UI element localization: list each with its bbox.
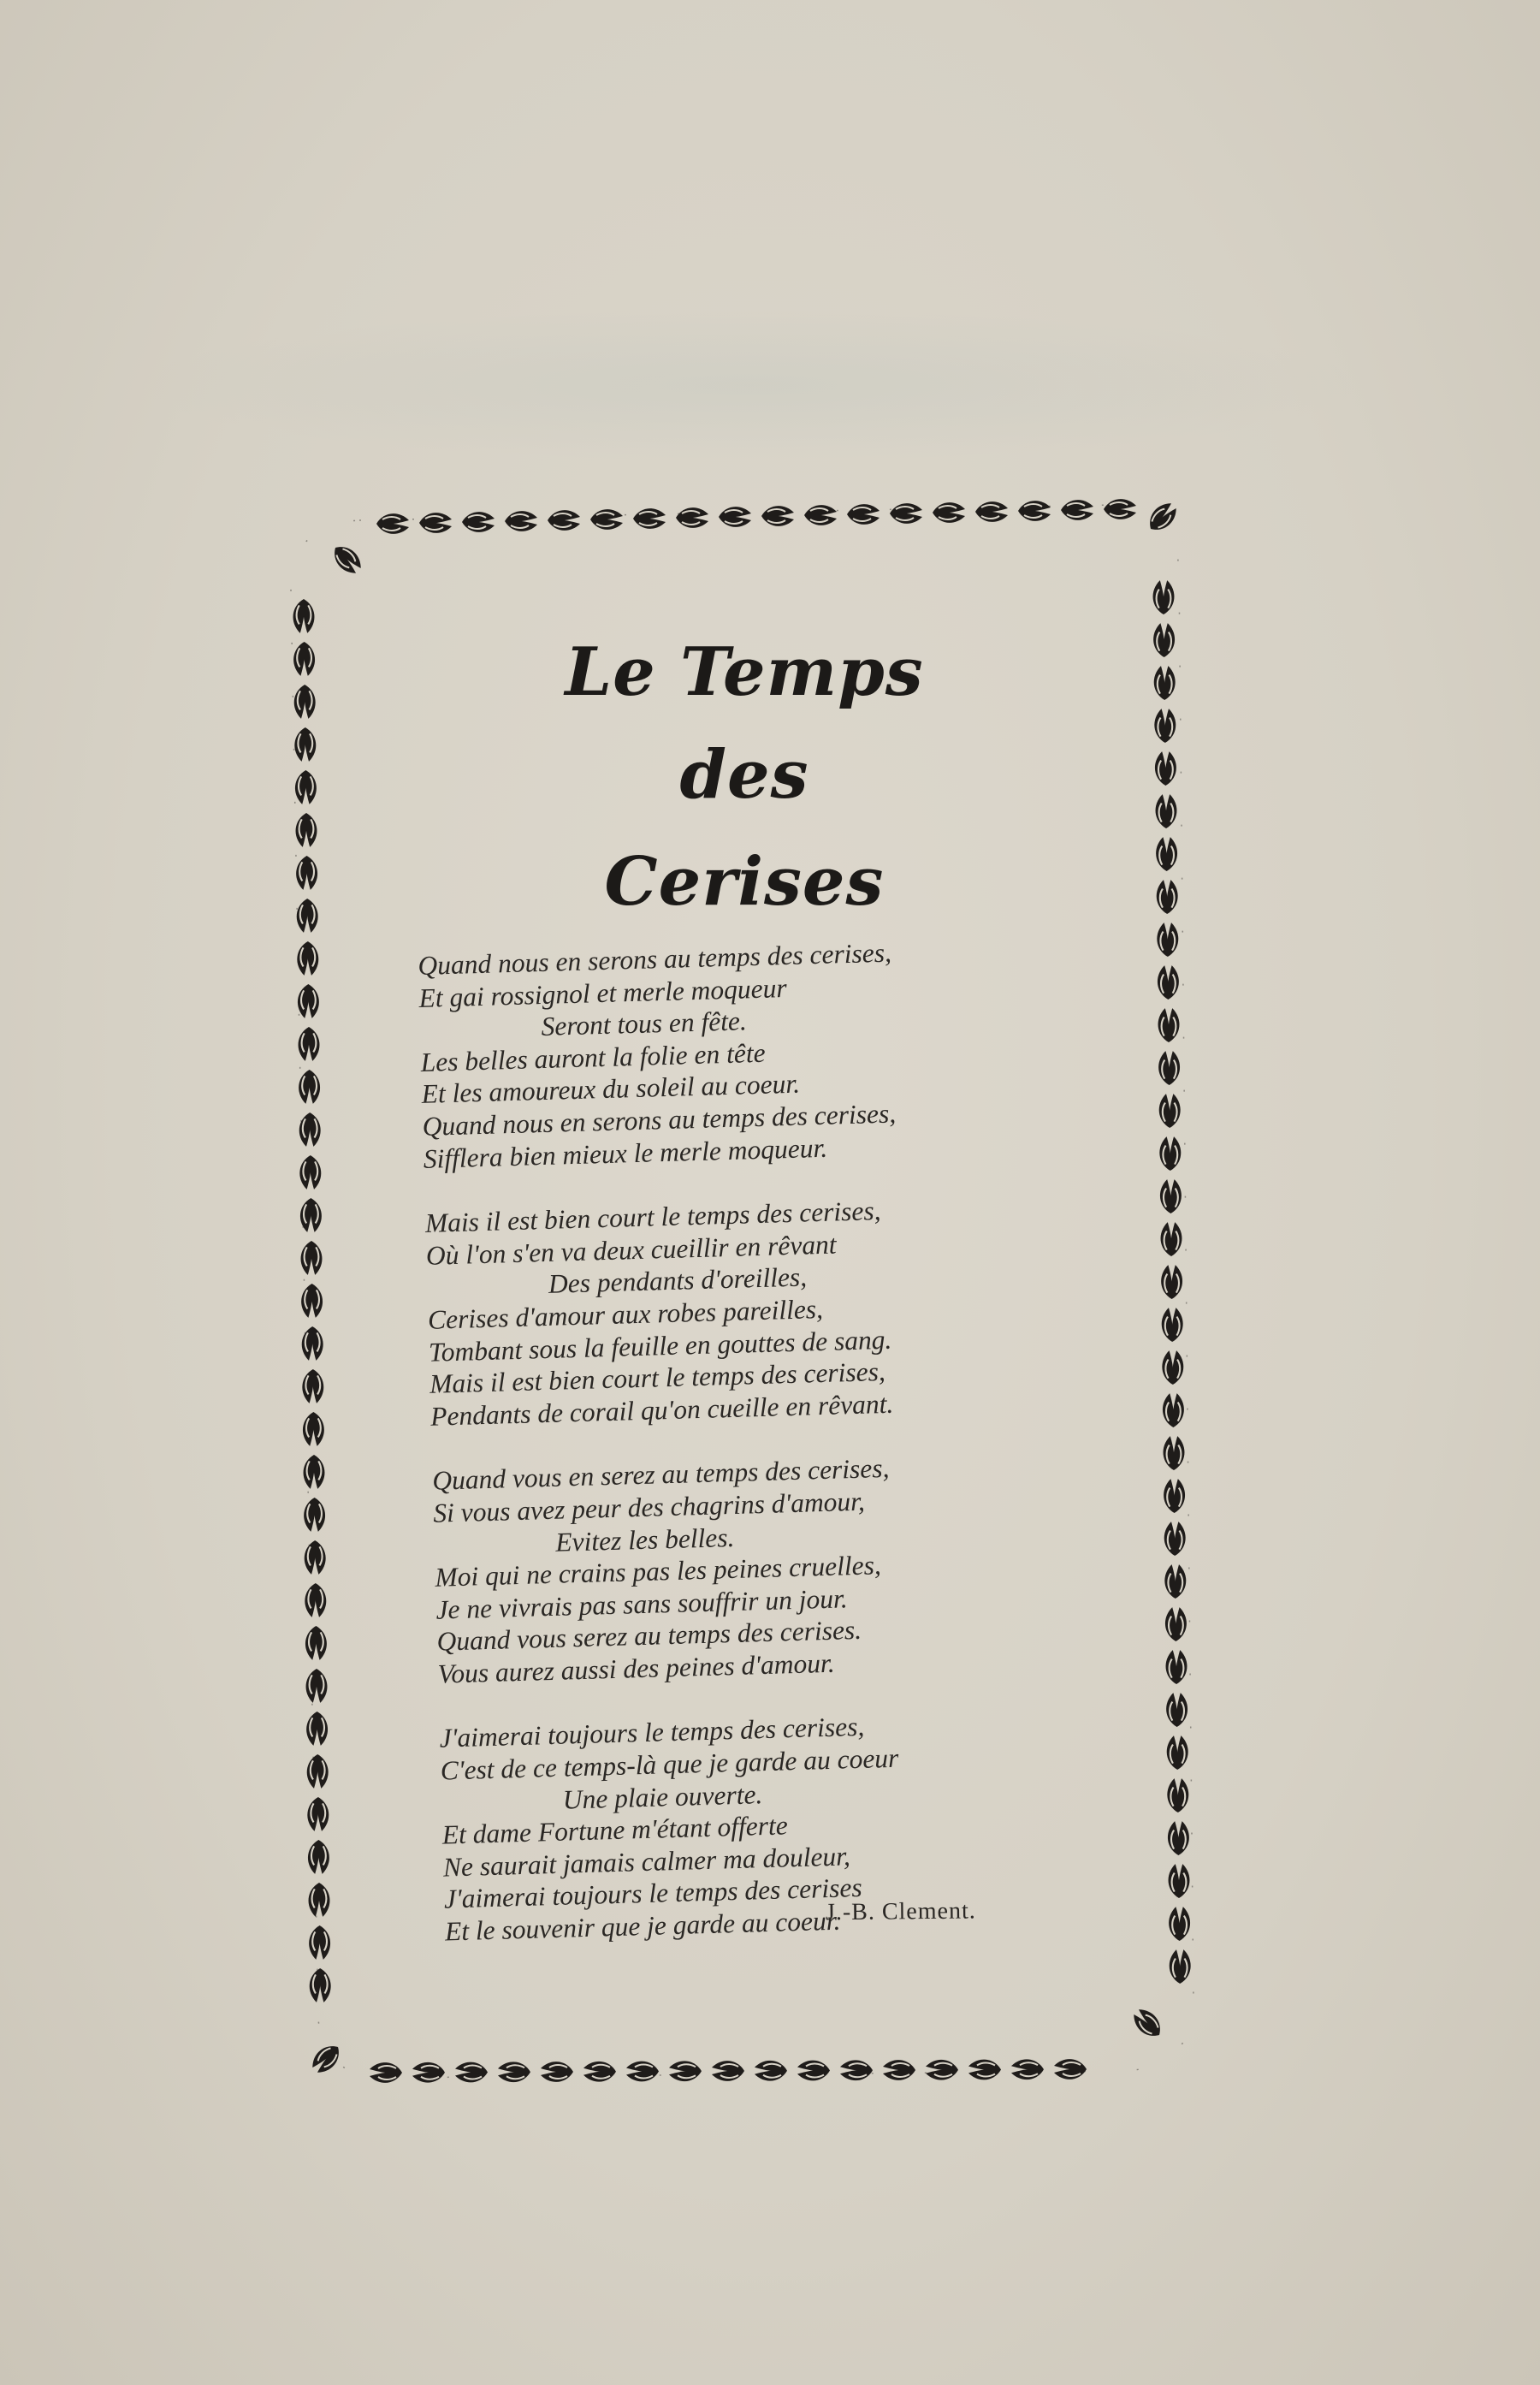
laurel-leaf-pair xyxy=(306,1669,328,1703)
laurel-leaf-pair xyxy=(933,502,965,523)
laurel-leaf-pair xyxy=(1167,1778,1188,1812)
laurel-leaf-pair xyxy=(1156,837,1177,871)
laurel-leaf-pair xyxy=(305,1583,326,1617)
laurel-leaf-pair xyxy=(633,508,666,529)
laurel-leaf-pair xyxy=(306,1712,328,1746)
laurel-leaf-pair xyxy=(975,501,1008,522)
laurel-leaf-pair xyxy=(1162,1308,1183,1342)
poem-line: Quand nous en serons au temps des cerises, xyxy=(422,1098,897,1142)
laurel-leaf-pair xyxy=(890,503,922,524)
poem-line: Une plaie ouverte. xyxy=(562,1778,763,1815)
laurel-leaf-pair xyxy=(295,770,317,804)
laurel-leaf-pair xyxy=(302,1369,323,1403)
poem-line: Evitez les belles. xyxy=(554,1522,735,1557)
laurel-leaf-pair xyxy=(1129,2005,1167,2043)
laurel-leaf-pair xyxy=(462,512,495,532)
laurel-leaf-pair xyxy=(1164,1479,1185,1513)
laurel-leaf-pair xyxy=(304,1455,325,1489)
poem-stanza xyxy=(424,1190,1081,1433)
laurel-leaf-pair xyxy=(305,1626,327,1660)
laurel-leaf-pair xyxy=(712,2061,744,2081)
laurel-leaf-pair xyxy=(498,2062,530,2082)
laurel-leaf-pair xyxy=(1169,1907,1190,1941)
poem-line: Mais il est bien court le temps des cerises, xyxy=(424,1195,881,1239)
laurel-leaf-pair xyxy=(293,642,315,676)
laurel-leaf-pair xyxy=(1011,2059,1044,2079)
laurel-leaf-pair xyxy=(296,856,317,890)
laurel-leaf-pair xyxy=(1061,500,1093,520)
laurel-leaf-pair xyxy=(755,2061,787,2081)
laurel-leaf-pair xyxy=(1104,499,1136,519)
laurel-leaf-pair xyxy=(1161,1265,1182,1299)
laurel-leaf-pair xyxy=(1167,1735,1188,1770)
poem-line: Pendants de corail qu'on cueille en rêvant. xyxy=(429,1388,894,1432)
laurel-leaf-pair xyxy=(1165,1607,1187,1641)
laurel-leaf-pair xyxy=(1162,1350,1183,1385)
laurel-leaf-pair xyxy=(299,1112,321,1147)
laurel-leaf-pair xyxy=(412,2062,445,2083)
laurel-leaf-pair xyxy=(1153,580,1175,614)
poem-line: Si vous avez peur des chagrins d'amour, xyxy=(432,1486,866,1528)
laurel-leaf-pair xyxy=(305,1540,326,1575)
laurel-leaf-pair xyxy=(847,504,880,525)
laurel-leaf-pair xyxy=(294,685,316,719)
poem-line: Et dame Fortune m'étant offerte xyxy=(441,1810,789,1850)
laurel-leaf-pair xyxy=(761,506,794,526)
laurel-leaf-pair xyxy=(804,505,837,525)
poem-line: Et gai rossignol et merle moqueur xyxy=(418,972,788,1013)
laurel-leaf-pair xyxy=(1168,1821,1189,1855)
laurel-leaf-pair xyxy=(296,813,317,847)
laurel-leaf-pair xyxy=(307,1754,329,1789)
poem-stanza xyxy=(418,932,1074,1175)
poem-line: Des pendants d'oreilles, xyxy=(548,1261,808,1300)
laurel-leaf-pair xyxy=(309,1925,330,1960)
laurel-leaf-pair xyxy=(1160,1179,1182,1213)
laurel-leaf-pair xyxy=(797,2061,830,2081)
laurel-leaf-pair xyxy=(298,984,319,1018)
laurel-leaf-pair xyxy=(301,1241,323,1275)
laurel-leaf-pair xyxy=(1159,1136,1181,1171)
laurel-leaf-pair xyxy=(505,511,537,531)
laurel-leaf-pair xyxy=(310,1968,331,2002)
laurel-leaf-pair xyxy=(1163,1393,1184,1427)
laurel-leaf-pair xyxy=(329,541,366,578)
laurel-leaf-pair xyxy=(307,1797,329,1831)
laurel-leaf-pair xyxy=(1164,1522,1186,1556)
laurel-leaf-pair xyxy=(1164,1564,1186,1599)
author-signature: J.-B. Clement. xyxy=(825,1897,976,1926)
poem-line: Mais il est bien court le temps des cerises, xyxy=(429,1356,886,1399)
laurel-leaf-pair xyxy=(1154,709,1176,743)
laurel-leaf-pair xyxy=(376,513,409,534)
title-line-3: Cerises xyxy=(604,843,885,921)
laurel-leaf-pair xyxy=(1166,1693,1188,1727)
poem-line: Cerises d'amour aux robes pareilles, xyxy=(427,1293,824,1335)
laurel-leaf-pair xyxy=(299,1070,320,1104)
poem-line: Je ne vivrais pas sans souffrir un jour. xyxy=(435,1582,849,1625)
laurel-leaf-pair xyxy=(676,507,708,528)
laurel-leaf-pair xyxy=(297,899,318,933)
laurel-leaf-pair xyxy=(309,1883,330,1917)
laurel-leaf-pair xyxy=(1161,1222,1182,1256)
laurel-leaf-pair xyxy=(1158,1051,1180,1085)
poem-line: C'est de ce temps-là que je garde au coeur xyxy=(440,1742,899,1786)
laurel-leaf-pair xyxy=(1158,1008,1180,1042)
laurel-leaf-pair xyxy=(968,2060,1001,2080)
laurel-leaf-pair xyxy=(1154,666,1176,700)
laurel-leaf-pair xyxy=(1144,499,1182,537)
laurel-leaf-pair xyxy=(370,2062,402,2083)
laurel-leaf-pair xyxy=(1164,1436,1185,1470)
poem-line: Les belles auront la folie en tête xyxy=(420,1037,767,1077)
laurel-leaf-pair xyxy=(302,1326,323,1361)
laurel-leaf-pair xyxy=(1054,2059,1087,2079)
poem-line: Moi qui ne crains pas les peines cruelles, xyxy=(434,1550,882,1593)
laurel-leaf-pair xyxy=(669,2061,702,2081)
laurel-leaf-pair xyxy=(583,2062,616,2082)
laurel-leaf-pair xyxy=(590,509,623,530)
laurel-leaf-pair xyxy=(1170,1949,1191,1984)
title-line-2: des xyxy=(679,736,809,814)
title-line-1: Le Temps xyxy=(565,633,924,711)
laurel-leaf-pair xyxy=(1158,965,1179,1000)
poem-line: Ne saurait jamais calmer ma douleur, xyxy=(442,1841,851,1883)
laurel-leaf-pair xyxy=(308,2040,346,2078)
laurel-leaf-pair xyxy=(297,941,318,976)
laurel-leaf-pair xyxy=(304,1498,325,1532)
poem-line: Et le souvenir que je garde au coeur. xyxy=(444,1905,841,1947)
laurel-leaf-pair xyxy=(293,599,315,633)
laurel-leaf-pair xyxy=(299,1155,321,1190)
poem-line: Où l'on s'en va deux cueillir en rêvant xyxy=(425,1229,837,1271)
poem-line: Quand vous en serez au temps des cerises, xyxy=(431,1453,890,1497)
laurel-leaf-pair xyxy=(548,510,580,531)
poem-body xyxy=(418,932,1096,1980)
laurel-leaf-pair xyxy=(308,1840,329,1874)
poem-line: Seront tous en fête. xyxy=(541,1006,748,1042)
laurel-leaf-pair xyxy=(294,727,316,762)
laurel-leaf-pair xyxy=(626,2062,659,2082)
laurel-leaf-pair xyxy=(1153,623,1175,657)
laurel-leaf-pair xyxy=(840,2060,873,2080)
laurel-leaf-pair xyxy=(926,2060,958,2080)
poem-line: Quand vous serez au temps des cerises. xyxy=(436,1615,862,1657)
laurel-leaf-pair xyxy=(1156,794,1177,828)
laurel-leaf-pair xyxy=(541,2062,573,2082)
laurel-leaf-pair xyxy=(1157,880,1178,914)
laurel-leaf-pair xyxy=(1155,751,1176,786)
laurel-leaf-pair xyxy=(719,507,751,527)
poem-line: Tombant sous la feuille en gouttes de sang. xyxy=(428,1324,892,1368)
laurel-leaf-pair xyxy=(1018,501,1051,521)
laurel-leaf-pair xyxy=(1166,1650,1188,1684)
laurel-leaf-pair xyxy=(303,1412,324,1446)
poem-line: J'aimerai toujours le temps des cerises, xyxy=(439,1712,865,1754)
poem-line: Sifflera bien mieux le merle moqueur. xyxy=(423,1132,828,1174)
poem-line: Vous aurez aussi des peines d'amour. xyxy=(437,1647,836,1689)
laurel-leaf-pair xyxy=(1159,1094,1181,1128)
laurel-leaf-pair xyxy=(299,1027,320,1061)
laurel-leaf-pair xyxy=(419,513,452,533)
laurel-leaf-pair xyxy=(1157,923,1178,957)
laurel-leaf-pair xyxy=(455,2062,488,2083)
poem-line: Et les amoureux du soleil au coeur. xyxy=(421,1068,801,1110)
poem-line: J'aimerai toujours le temps des cerises xyxy=(443,1872,863,1914)
laurel-leaf-pair xyxy=(300,1198,322,1232)
laurel-leaf-pair xyxy=(883,2060,915,2080)
poem-stanza xyxy=(432,1447,1088,1690)
poem-line: Quand nous en serons au temps des cerises, xyxy=(418,937,892,981)
laurel-leaf-pair xyxy=(1169,1864,1190,1898)
laurel-leaf-pair xyxy=(301,1284,323,1318)
